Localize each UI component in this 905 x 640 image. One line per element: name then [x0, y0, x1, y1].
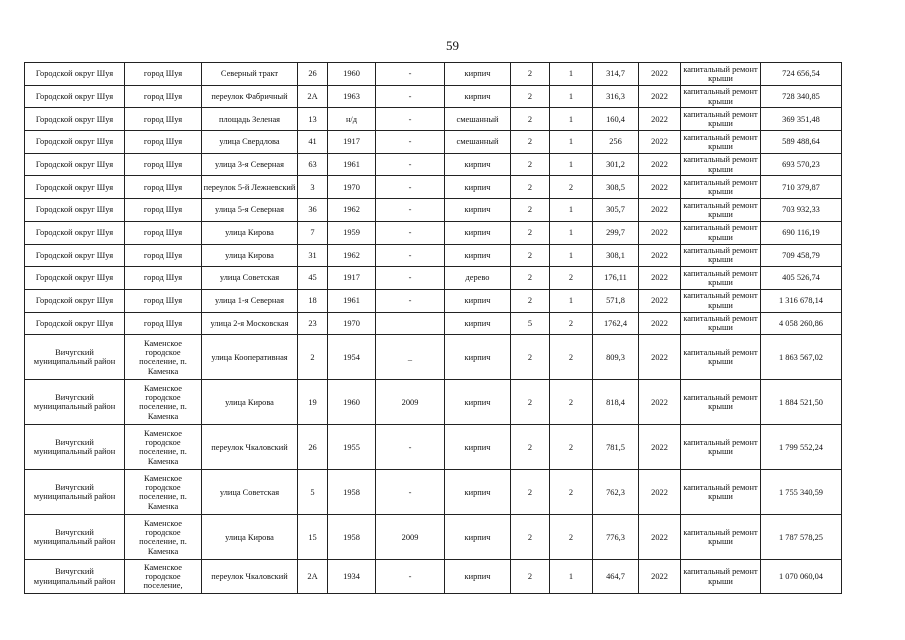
build-year-cell: 1958 — [328, 515, 376, 560]
renovation-year-cell: 2009 — [376, 380, 445, 425]
wall-material-cell: кирпич — [445, 335, 511, 380]
work-year-cell: 2022 — [639, 425, 681, 470]
municipality-cell: Городской округ Шуя — [25, 85, 125, 108]
street-cell: площадь Зеленая — [202, 108, 298, 131]
area-cell: 314,7 — [593, 63, 639, 86]
table-row — [25, 199, 842, 222]
wall-material-cell: кирпич — [445, 560, 511, 594]
street-cell: улица 2-я Московская — [202, 312, 298, 335]
municipality-cell: Вичугский муниципальный район — [25, 335, 125, 380]
area-cell: 776,3 — [593, 515, 639, 560]
wall-material-cell: смешанный — [445, 108, 511, 131]
cost-cell: 703 932,33 — [761, 199, 842, 222]
entrances-cell: 1 — [550, 63, 593, 86]
entrances-cell: 2 — [550, 425, 593, 470]
table-row — [25, 312, 842, 335]
cost-cell: 1 755 340,59 — [761, 470, 842, 515]
entrances-cell: 1 — [550, 108, 593, 131]
renovation-year-cell: - — [376, 176, 445, 199]
entrances-cell: 1 — [550, 560, 593, 594]
cost-cell: 589 488,64 — [761, 131, 842, 154]
street-cell: переулок Чкаловский — [202, 425, 298, 470]
area-cell: 299,7 — [593, 221, 639, 244]
renovation-year-cell: - — [376, 425, 445, 470]
area-cell: 762,3 — [593, 470, 639, 515]
municipality-cell: Городской округ Шуя — [25, 267, 125, 290]
table-row — [25, 515, 842, 560]
house-number-cell: 31 — [298, 244, 328, 267]
table-row — [25, 289, 842, 312]
work-year-cell: 2022 — [639, 515, 681, 560]
wall-material-cell: кирпич — [445, 515, 511, 560]
work-type-cell: капитальный ремонт крыши — [681, 85, 761, 108]
work-year-cell: 2022 — [639, 85, 681, 108]
page-number: 59 — [446, 38, 459, 53]
settlement-cell: город Шуя — [125, 108, 202, 131]
house-number-cell: 41 — [298, 131, 328, 154]
work-type-cell: капитальный ремонт крыши — [681, 425, 761, 470]
build-year-cell: н/д — [328, 108, 376, 131]
wall-material-cell: дерево — [445, 267, 511, 290]
entrances-cell: 2 — [550, 312, 593, 335]
renovation-year-cell — [376, 312, 445, 335]
municipality-cell: Городской округ Шуя — [25, 63, 125, 86]
renovation-year-cell: - — [376, 289, 445, 312]
entrances-cell: 1 — [550, 289, 593, 312]
work-year-cell: 2022 — [639, 176, 681, 199]
build-year-cell: 1955 — [328, 425, 376, 470]
municipality-cell: Вичугский муниципальный район — [25, 515, 125, 560]
work-type-cell: капитальный ремонт крыши — [681, 312, 761, 335]
renovation-year-cell: - — [376, 85, 445, 108]
floors-cell: 2 — [511, 85, 550, 108]
floors-cell: 2 — [511, 244, 550, 267]
house-number-cell: 36 — [298, 199, 328, 222]
work-type-cell: капитальный ремонт крыши — [681, 63, 761, 86]
wall-material-cell: кирпич — [445, 153, 511, 176]
build-year-cell: 1970 — [328, 312, 376, 335]
build-year-cell: 1917 — [328, 131, 376, 154]
street-cell: переулок Чкаловский — [202, 560, 298, 594]
wall-material-cell: кирпич — [445, 63, 511, 86]
settlement-cell: город Шуя — [125, 244, 202, 267]
build-year-cell: 1962 — [328, 199, 376, 222]
entrances-cell: 1 — [550, 153, 593, 176]
entrances-cell: 2 — [550, 470, 593, 515]
work-year-cell: 2022 — [639, 108, 681, 131]
municipality-cell: Вичугский муниципальный район — [25, 470, 125, 515]
table-row — [25, 267, 842, 290]
wall-material-cell: кирпич — [445, 85, 511, 108]
municipality-cell: Городской округ Шуя — [25, 176, 125, 199]
build-year-cell: 1961 — [328, 289, 376, 312]
work-type-cell: капитальный ремонт крыши — [681, 515, 761, 560]
municipality-cell: Городской округ Шуя — [25, 312, 125, 335]
table-row — [25, 425, 842, 470]
house-number-cell: 3 — [298, 176, 328, 199]
entrances-cell: 1 — [550, 221, 593, 244]
wall-material-cell: смешанный — [445, 131, 511, 154]
area-cell: 308,1 — [593, 244, 639, 267]
work-year-cell: 2022 — [639, 380, 681, 425]
floors-cell: 2 — [511, 221, 550, 244]
house-number-cell: 5 — [298, 470, 328, 515]
table-row — [25, 560, 842, 594]
house-number-cell: 26 — [298, 425, 328, 470]
area-cell: 301,2 — [593, 153, 639, 176]
renovation-year-cell: - — [376, 470, 445, 515]
settlement-cell: город Шуя — [125, 153, 202, 176]
wall-material-cell: кирпич — [445, 289, 511, 312]
cost-cell: 724 656,54 — [761, 63, 842, 86]
renovation-year-cell: - — [376, 244, 445, 267]
cost-cell: 1 070 060,04 — [761, 560, 842, 594]
settlement-cell: город Шуя — [125, 221, 202, 244]
floors-cell: 2 — [511, 380, 550, 425]
street-cell: улица Свердлова — [202, 131, 298, 154]
cost-cell: 1 863 567,02 — [761, 335, 842, 380]
street-cell: улица Кирова — [202, 380, 298, 425]
renovation-year-cell: - — [376, 221, 445, 244]
area-cell: 1762,4 — [593, 312, 639, 335]
build-year-cell: 1934 — [328, 560, 376, 594]
build-year-cell: 1960 — [328, 380, 376, 425]
entrances-cell: 1 — [550, 199, 593, 222]
street-cell: Северный тракт — [202, 63, 298, 86]
street-cell: улица 1-я Северная — [202, 289, 298, 312]
build-year-cell: 1959 — [328, 221, 376, 244]
entrances-cell: 2 — [550, 335, 593, 380]
housing-repair-table — [24, 62, 842, 594]
cost-cell: 1 787 578,25 — [761, 515, 842, 560]
house-number-cell: 23 — [298, 312, 328, 335]
floors-cell: 2 — [511, 108, 550, 131]
entrances-cell: 2 — [550, 515, 593, 560]
settlement-cell: город Шуя — [125, 85, 202, 108]
wall-material-cell: кирпич — [445, 221, 511, 244]
cost-cell: 710 379,87 — [761, 176, 842, 199]
settlement-cell: город Шуя — [125, 289, 202, 312]
house-number-cell: 26 — [298, 63, 328, 86]
work-type-cell: капитальный ремонт крыши — [681, 335, 761, 380]
house-number-cell: 15 — [298, 515, 328, 560]
work-year-cell: 2022 — [639, 470, 681, 515]
work-type-cell: капитальный ремонт крыши — [681, 470, 761, 515]
table-row — [25, 335, 842, 380]
municipality-cell: Городской округ Шуя — [25, 289, 125, 312]
work-year-cell: 2022 — [639, 131, 681, 154]
table-row — [25, 63, 842, 86]
settlement-cell: город Шуя — [125, 63, 202, 86]
renovation-year-cell: - — [376, 199, 445, 222]
work-type-cell: капитальный ремонт крыши — [681, 108, 761, 131]
street-cell: улица Кирова — [202, 244, 298, 267]
area-cell: 256 — [593, 131, 639, 154]
municipality-cell: Городской округ Шуя — [25, 108, 125, 131]
work-type-cell: капитальный ремонт крыши — [681, 153, 761, 176]
renovation-year-cell: 2009 — [376, 515, 445, 560]
house-number-cell: 7 — [298, 221, 328, 244]
house-number-cell: 18 — [298, 289, 328, 312]
table-row — [25, 153, 842, 176]
municipality-cell: Городской округ Шуя — [25, 131, 125, 154]
wall-material-cell: кирпич — [445, 380, 511, 425]
renovation-year-cell: - — [376, 267, 445, 290]
work-type-cell: капитальный ремонт крыши — [681, 380, 761, 425]
entrances-cell: 2 — [550, 267, 593, 290]
cost-cell: 728 340,85 — [761, 85, 842, 108]
floors-cell: 2 — [511, 335, 550, 380]
work-year-cell: 2022 — [639, 289, 681, 312]
renovation-year-cell: - — [376, 560, 445, 594]
municipality-cell: Вичугский муниципальный район — [25, 425, 125, 470]
build-year-cell: 1963 — [328, 85, 376, 108]
renovation-year-cell: - — [376, 108, 445, 131]
cost-cell: 369 351,48 — [761, 108, 842, 131]
wall-material-cell: кирпич — [445, 425, 511, 470]
cost-cell: 4 058 260,86 — [761, 312, 842, 335]
build-year-cell: 1917 — [328, 267, 376, 290]
house-number-cell: 19 — [298, 380, 328, 425]
build-year-cell: 1954 — [328, 335, 376, 380]
house-number-cell: 2А — [298, 85, 328, 108]
entrances-cell: 2 — [550, 176, 593, 199]
street-cell: переулок 5-й Лежневский — [202, 176, 298, 199]
entrances-cell: 1 — [550, 131, 593, 154]
wall-material-cell: кирпич — [445, 244, 511, 267]
street-cell: улица Кирова — [202, 515, 298, 560]
area-cell: 809,3 — [593, 335, 639, 380]
area-cell: 571,8 — [593, 289, 639, 312]
work-type-cell: капитальный ремонт крыши — [681, 560, 761, 594]
cost-cell: 690 116,19 — [761, 221, 842, 244]
area-cell: 781,5 — [593, 425, 639, 470]
table-row — [25, 131, 842, 154]
table-row — [25, 176, 842, 199]
settlement-cell: Каменское городское поселение, — [125, 560, 202, 594]
street-cell: улица Советская — [202, 267, 298, 290]
work-type-cell: капитальный ремонт крыши — [681, 221, 761, 244]
settlement-cell: Каменское городское поселение, п. Каменка — [125, 470, 202, 515]
floors-cell: 2 — [511, 199, 550, 222]
settlement-cell: Каменское городское поселение, п. Каменка — [125, 425, 202, 470]
renovation-year-cell: - — [376, 153, 445, 176]
wall-material-cell: кирпич — [445, 199, 511, 222]
work-year-cell: 2022 — [639, 199, 681, 222]
table-row — [25, 244, 842, 267]
work-type-cell: капитальный ремонт крыши — [681, 289, 761, 312]
floors-cell: 2 — [511, 131, 550, 154]
cost-cell: 405 526,74 — [761, 267, 842, 290]
street-cell: улица Кооперативная — [202, 335, 298, 380]
floors-cell: 2 — [511, 560, 550, 594]
build-year-cell: 1962 — [328, 244, 376, 267]
floors-cell: 5 — [511, 312, 550, 335]
settlement-cell: Каменское городское поселение, п. Каменка — [125, 515, 202, 560]
entrances-cell: 1 — [550, 244, 593, 267]
floors-cell: 2 — [511, 63, 550, 86]
municipality-cell: Вичугский муниципальный район — [25, 380, 125, 425]
floors-cell: 2 — [511, 515, 550, 560]
floors-cell: 2 — [511, 289, 550, 312]
area-cell: 160,4 — [593, 108, 639, 131]
settlement-cell: город Шуя — [125, 267, 202, 290]
work-year-cell: 2022 — [639, 153, 681, 176]
build-year-cell: 1958 — [328, 470, 376, 515]
street-cell: улица 5-я Северная — [202, 199, 298, 222]
wall-material-cell: кирпич — [445, 470, 511, 515]
house-number-cell: 13 — [298, 108, 328, 131]
area-cell: 305,7 — [593, 199, 639, 222]
cost-cell: 693 570,23 — [761, 153, 842, 176]
work-type-cell: капитальный ремонт крыши — [681, 176, 761, 199]
municipality-cell: Городской округ Шуя — [25, 221, 125, 244]
floors-cell: 2 — [511, 470, 550, 515]
table-row — [25, 470, 842, 515]
work-year-cell: 2022 — [639, 312, 681, 335]
area-cell: 308,5 — [593, 176, 639, 199]
municipality-cell: Городской округ Шуя — [25, 153, 125, 176]
wall-material-cell: кирпич — [445, 176, 511, 199]
area-cell: 464,7 — [593, 560, 639, 594]
work-type-cell: капитальный ремонт крыши — [681, 244, 761, 267]
table-row — [25, 380, 842, 425]
floors-cell: 2 — [511, 176, 550, 199]
house-number-cell: 63 — [298, 153, 328, 176]
work-type-cell: капитальный ремонт крыши — [681, 199, 761, 222]
street-cell: улица 3-я Северная — [202, 153, 298, 176]
table-row — [25, 221, 842, 244]
work-year-cell: 2022 — [639, 63, 681, 86]
floors-cell: 2 — [511, 425, 550, 470]
settlement-cell: Каменское городское поселение, п. Каменка — [125, 380, 202, 425]
work-year-cell: 2022 — [639, 244, 681, 267]
area-cell: 176,11 — [593, 267, 639, 290]
street-cell: улица Советская — [202, 470, 298, 515]
renovation-year-cell: - — [376, 63, 445, 86]
municipality-cell: Городской округ Шуя — [25, 244, 125, 267]
build-year-cell: 1961 — [328, 153, 376, 176]
table-row — [25, 85, 842, 108]
work-year-cell: 2022 — [639, 335, 681, 380]
cost-cell: 709 458,79 — [761, 244, 842, 267]
street-cell: улица Кирова — [202, 221, 298, 244]
entrances-cell: 1 — [550, 85, 593, 108]
renovation-year-cell: - — [376, 131, 445, 154]
floors-cell: 2 — [511, 267, 550, 290]
work-year-cell: 2022 — [639, 267, 681, 290]
build-year-cell: 1960 — [328, 63, 376, 86]
wall-material-cell: кирпич — [445, 312, 511, 335]
settlement-cell: город Шуя — [125, 176, 202, 199]
cost-cell: 1 799 552,24 — [761, 425, 842, 470]
area-cell: 316,3 — [593, 85, 639, 108]
work-year-cell: 2022 — [639, 560, 681, 594]
work-type-cell: капитальный ремонт крыши — [681, 131, 761, 154]
house-number-cell: 2А — [298, 560, 328, 594]
settlement-cell: город Шуя — [125, 312, 202, 335]
work-type-cell: капитальный ремонт крыши — [681, 267, 761, 290]
street-cell: переулок Фабричный — [202, 85, 298, 108]
settlement-cell: Каменское городское поселение, п. Каменка — [125, 335, 202, 380]
entrances-cell: 2 — [550, 380, 593, 425]
cost-cell: 1 884 521,50 — [761, 380, 842, 425]
renovation-year-cell: _ — [376, 335, 445, 380]
municipality-cell: Вичугский муниципальный район — [25, 560, 125, 594]
work-year-cell: 2022 — [639, 221, 681, 244]
table-row — [25, 108, 842, 131]
house-number-cell: 45 — [298, 267, 328, 290]
area-cell: 818,4 — [593, 380, 639, 425]
cost-cell: 1 316 678,14 — [761, 289, 842, 312]
municipality-cell: Городской округ Шуя — [25, 199, 125, 222]
settlement-cell: город Шуя — [125, 199, 202, 222]
house-number-cell: 2 — [298, 335, 328, 380]
build-year-cell: 1970 — [328, 176, 376, 199]
floors-cell: 2 — [511, 153, 550, 176]
settlement-cell: город Шуя — [125, 131, 202, 154]
